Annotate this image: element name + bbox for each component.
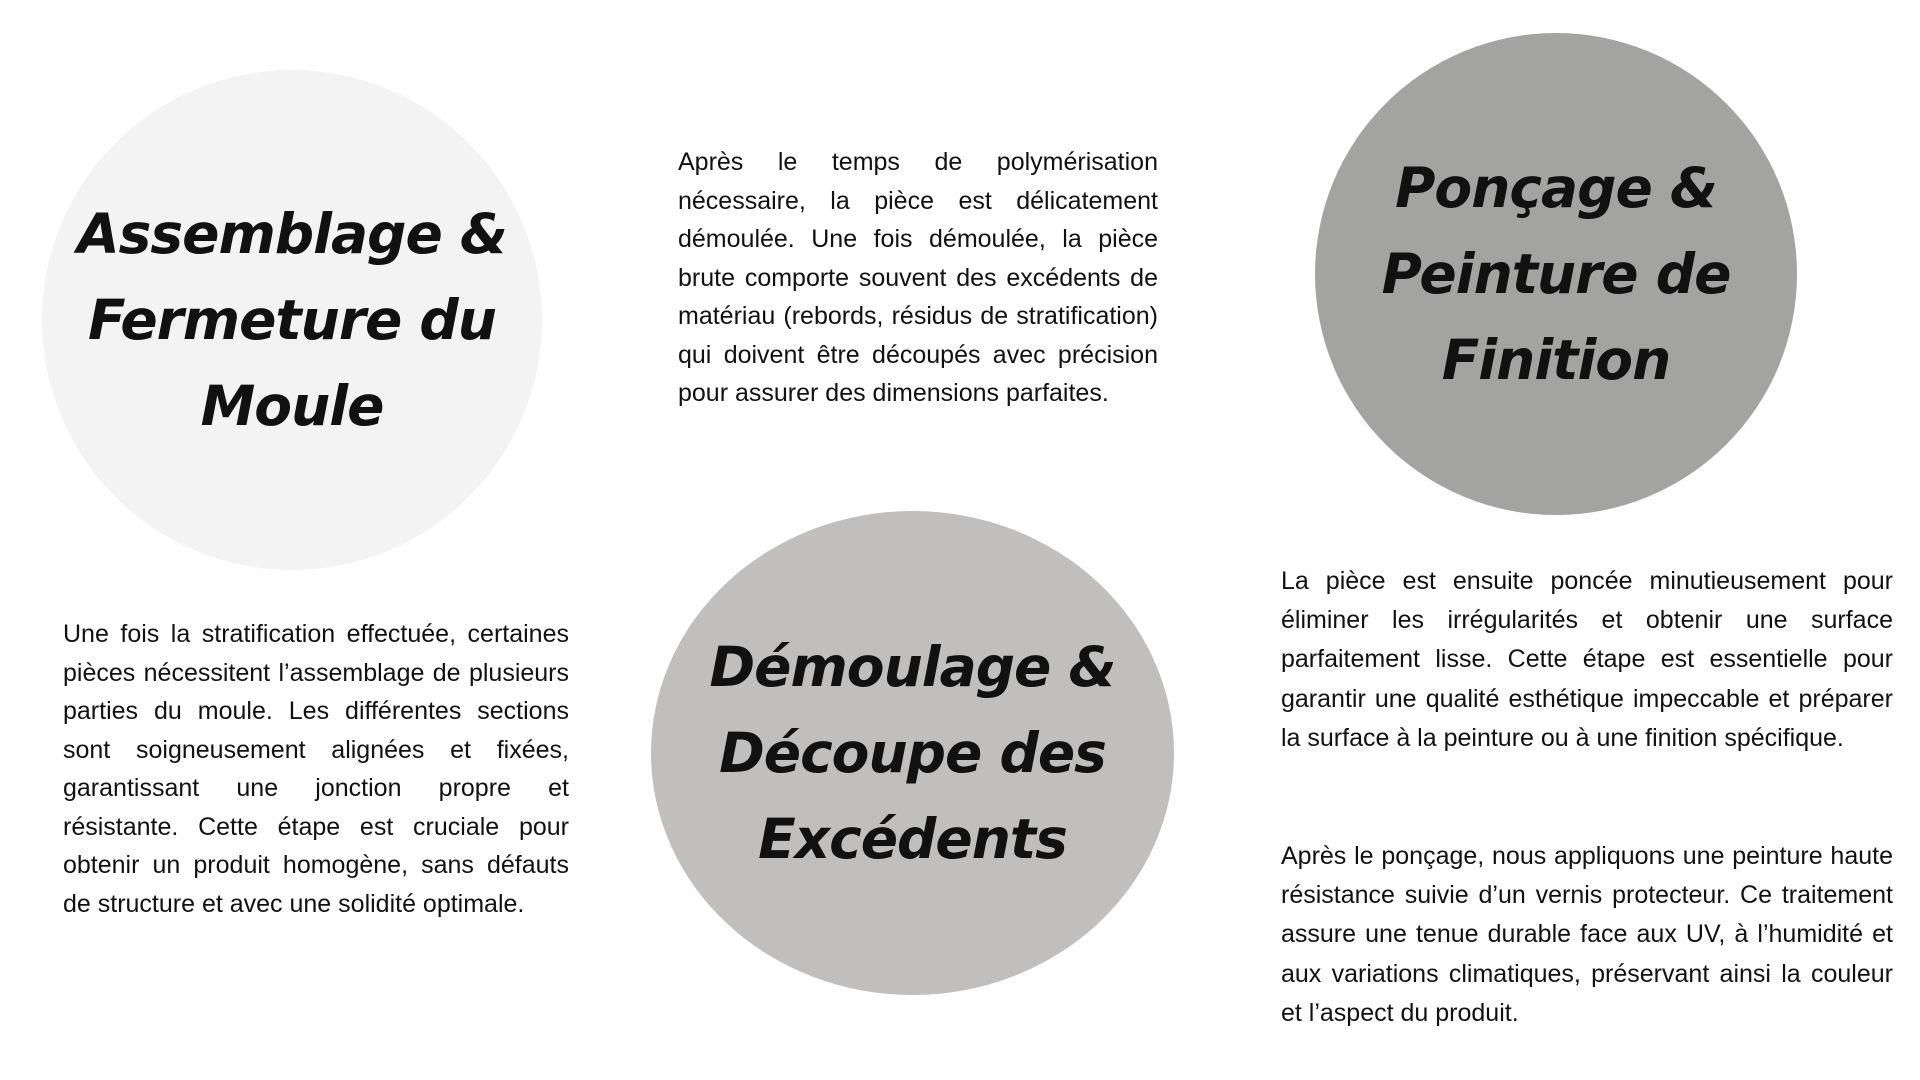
step-description-poncage-1: La pièce est ensuite poncée minutieusement pour éliminer les irrégularités et obtenir une surface parfaitement lisse. Cette étape est essentielle pour garantir une qualité esthétique impeccable et préparer la surface à la peinture ou à une finition spécifique. (1281, 567, 1893, 752)
step-circle-demoulage (651, 511, 1174, 995)
step-title-demoulage: Démoulage & Découpe des Excédents (709, 635, 1116, 871)
step-circle-poncage (1315, 33, 1797, 515)
step-description-poncage-2: Après le ponçage, nous appliquons une peinture haute résistance suivie d’un vernis protecteur. Ce traitement assure une tenue durable face aux UV, à l’humidité et aux variations climatiques, préservant ainsi la couleur et l’aspect du produit. (1281, 842, 1893, 1027)
step-description-assemblage: Une fois la stratification effectuée, certaines pièces nécessitent l’assemblage de plusieurs parties du moule. Les différentes sections sont soigneusement alignées et fixées, garantissant une jonction propre et résistante. Cette étape est cruciale pour obtenir un produit homogène, sans défauts de structure et avec une solidité optimale. (63, 620, 569, 918)
step-description-demoulage: Après le temps de polymérisation nécessaire, la pièce est délicatement démoulée. Une fois démoulée, la pièce brute comporte souvent des excédents de matériau (rebords, résidus de stratification) qui doivent être découpés avec précision pour assurer des dimensions parfaites. (678, 148, 1158, 407)
step-title-poncage: Ponçage & Peinture de Finition (1381, 156, 1731, 392)
step-circle-assemblage (42, 70, 542, 570)
step-title-assemblage: Assemblage & Fermeture du Moule (77, 202, 507, 438)
